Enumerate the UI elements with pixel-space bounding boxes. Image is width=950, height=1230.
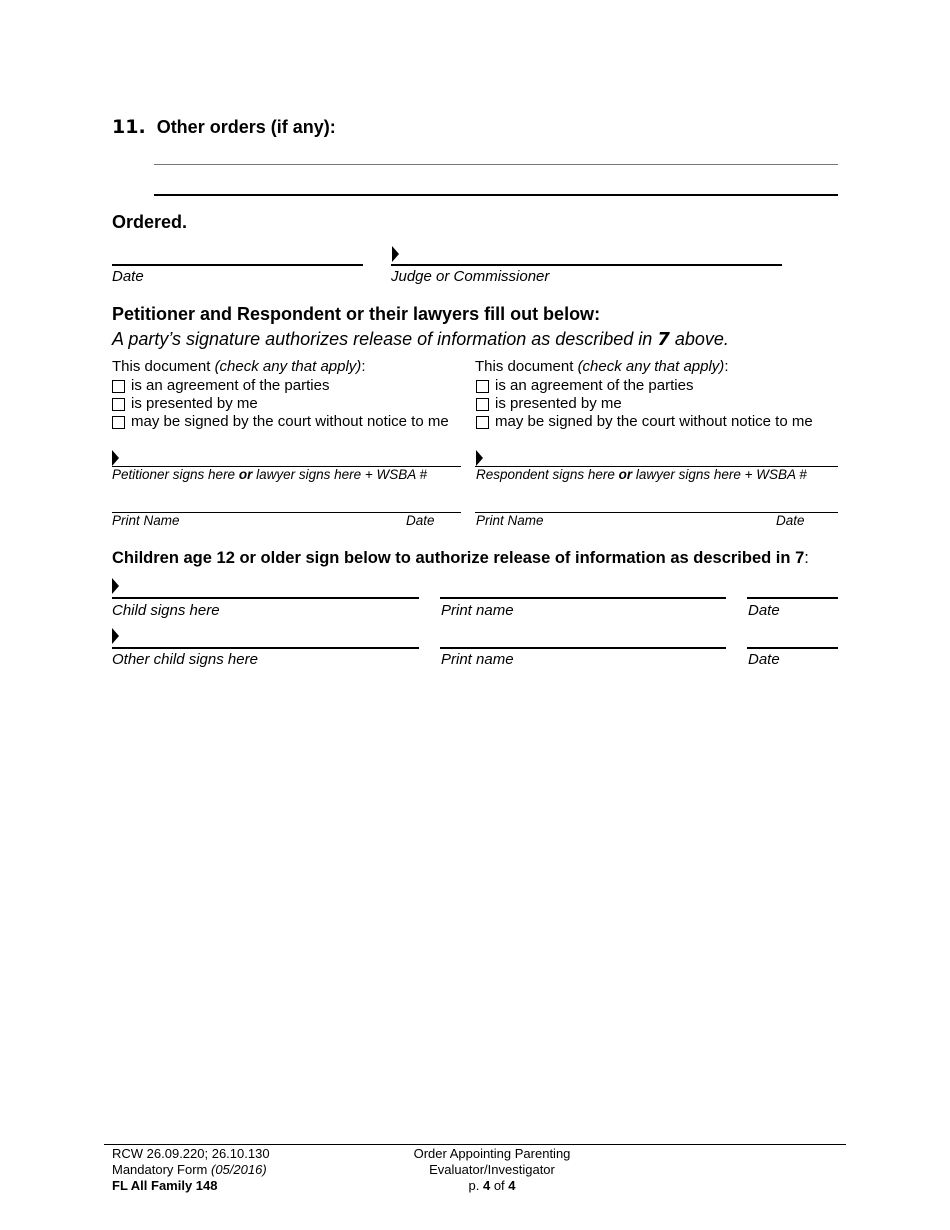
sign-suffix: lawyer signs here + WSBA #	[256, 467, 428, 482]
child-sign-arrow-icon	[112, 578, 119, 594]
doc-label-text: This document	[112, 358, 211, 375]
order-date-line[interactable]	[112, 264, 363, 266]
checkbox[interactable]	[112, 416, 125, 429]
parties-heading: Petitioner and Respondent or their lawyers fill out below:	[112, 304, 601, 324]
order-date-label: Date	[112, 268, 144, 285]
checkbox[interactable]	[112, 398, 125, 411]
petitioner-sign-label	[112, 467, 427, 482]
checkbox[interactable]	[112, 380, 125, 393]
option-label: is presented by me	[131, 395, 258, 412]
child-print-line[interactable]	[440, 597, 726, 599]
child-sign-line[interactable]	[112, 597, 419, 599]
footer-page-num: 4	[482, 1178, 491, 1193]
sign-prefix: Respondent signs here	[476, 467, 615, 482]
child-date-line[interactable]	[747, 597, 838, 599]
children-heading	[112, 549, 809, 568]
section-11-heading	[112, 116, 336, 138]
section-number: 11.	[112, 116, 146, 138]
other-orders-line-2[interactable]	[154, 194, 838, 196]
footer-page-total: 4	[508, 1178, 516, 1193]
parties-subheading	[112, 329, 729, 350]
footer-title-line2: Evaluator/Investigator	[429, 1162, 555, 1177]
footer-left	[112, 1146, 270, 1194]
footer-mandatory-label: Mandatory Form	[112, 1162, 208, 1177]
other-child-sign-line[interactable]	[112, 647, 419, 649]
petitioner-option-presented[interactable]	[112, 395, 258, 413]
children-heading-prefix: Children age 12 or older sign below to authorize release of information as described in	[112, 549, 791, 567]
section-title: Other orders (if any):	[156, 117, 336, 137]
sign-or: or	[238, 467, 253, 482]
petitioner-option-no-notice[interactable]	[112, 413, 449, 431]
other-child-print-line[interactable]	[440, 647, 726, 649]
respondent-doc-label	[475, 358, 728, 375]
doc-hint-text: (check any that apply)	[577, 358, 725, 375]
doc-hint-text: (check any that apply)	[214, 358, 362, 375]
option-label: is presented by me	[495, 395, 622, 412]
footer-page-p: p.	[468, 1178, 480, 1193]
other-child-print-label: Print name	[441, 651, 514, 668]
option-label: is an agreement of the parties	[495, 377, 694, 394]
parties-subheading-prefix: A party’s signature authorizes release of information as described in	[112, 329, 653, 349]
option-label: may be signed by the court without notice to me	[495, 413, 813, 430]
other-child-date-line[interactable]	[747, 647, 838, 649]
checkbox[interactable]	[476, 416, 489, 429]
other-child-sign-label: Other child signs here	[112, 651, 258, 668]
option-label: may be signed by the court without notice to me	[131, 413, 449, 430]
children-heading-colon: :	[804, 549, 809, 567]
option-label: is an agreement of the parties	[131, 377, 330, 394]
respondent-print-label: Print Name	[476, 513, 544, 528]
parties-subheading-suffix: above.	[674, 329, 729, 349]
footer-page-of: of	[493, 1178, 505, 1193]
respondent-sign-arrow-icon	[476, 450, 483, 466]
other-child-sign-arrow-icon	[112, 628, 119, 644]
checkbox[interactable]	[476, 380, 489, 393]
doc-label-text: This document	[475, 358, 574, 375]
judge-sign-line[interactable]	[391, 264, 782, 266]
petitioner-doc-label	[112, 358, 365, 375]
footer-mandatory	[112, 1162, 270, 1178]
respondent-option-presented[interactable]	[476, 395, 622, 413]
footer-form-id: FL All Family 148	[112, 1178, 218, 1193]
other-orders-line-1[interactable]	[154, 164, 838, 165]
petitioner-date-label: Date	[406, 513, 435, 528]
sign-suffix: lawyer signs here + WSBA #	[635, 467, 807, 482]
sign-or: or	[618, 467, 633, 482]
child-sign-label: Child signs here	[112, 602, 220, 619]
ordered-heading: Ordered.	[112, 212, 188, 232]
other-child-date-label: Date	[748, 651, 780, 668]
footer-center	[392, 1146, 592, 1194]
footer-title-line1: Order Appointing Parenting	[413, 1146, 571, 1161]
doc-colon: :	[724, 358, 729, 375]
petitioner-option-agreement[interactable]	[112, 377, 329, 395]
doc-colon: :	[361, 358, 366, 375]
checkbox[interactable]	[476, 398, 489, 411]
respondent-date-label: Date	[776, 513, 805, 528]
respondent-sign-label	[476, 467, 807, 482]
parties-subheading-ref: 7	[657, 329, 670, 350]
respondent-option-no-notice[interactable]	[476, 413, 813, 431]
child-print-label: Print name	[441, 602, 514, 619]
child-date-label: Date	[748, 602, 780, 619]
footer-rcw: RCW 26.09.220; 26.10.130	[112, 1146, 270, 1161]
respondent-option-agreement[interactable]	[476, 377, 693, 395]
children-heading-ref: 7	[795, 549, 805, 567]
petitioner-sign-arrow-icon	[112, 450, 119, 466]
footer-mandatory-date: (05/2016)	[211, 1162, 267, 1177]
footer-rule	[104, 1144, 846, 1145]
judge-label: Judge or Commissioner	[391, 268, 550, 285]
footer-page	[392, 1178, 592, 1194]
sign-prefix: Petitioner signs here	[112, 467, 236, 482]
judge-sign-arrow-icon	[392, 246, 399, 262]
petitioner-print-label: Print Name	[112, 513, 180, 528]
